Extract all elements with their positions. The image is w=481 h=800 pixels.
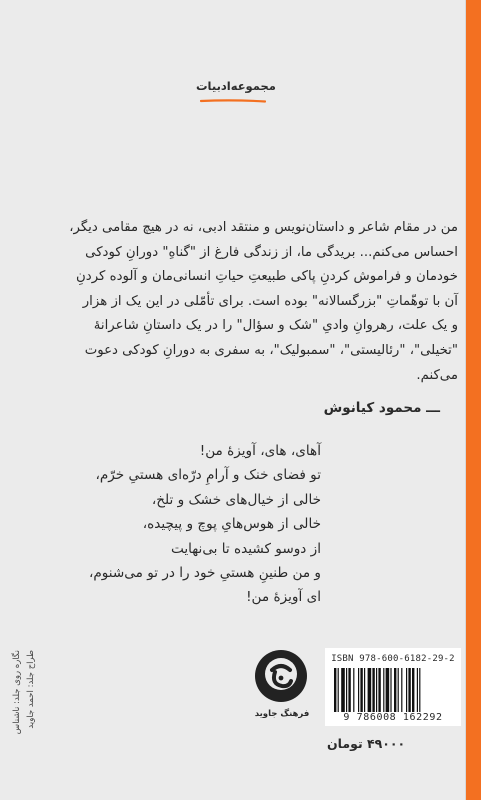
blurb-line: می‌کنم. (416, 367, 458, 383)
poem-line: و من طنینِ هستیِ خود را در تو می‌شنوم، (88, 565, 321, 582)
publisher-logo (253, 650, 313, 750)
blurb-line: "تخیلی"، "رئالیستی"، "سمبولیک"، به سفری به دورانِ کودکی دعوت (84, 342, 458, 358)
blurb-text (28, 216, 458, 388)
poem-text (31, 439, 321, 610)
series-underline (200, 99, 266, 103)
cover-image-credit: نگاره روی جلد: ناشناس (12, 650, 22, 735)
blurb-line: من در مقام شاعر و داستان‌نویس و منتقد ادبی، نه در هیچ مقامی دیگر، (69, 220, 458, 235)
poem-line: خالی از هوس‌هایِ پوچ و پیچیده، (142, 516, 321, 533)
barcode-panel (325, 648, 461, 726)
barcode-digits: 9 786008 162292 (343, 712, 443, 723)
poem-line: تو فضای خنک و آرامِ درّه‌ای هستیِ خرّم، (95, 467, 321, 484)
poem-line: ای آویزهٔ من! (246, 589, 321, 606)
cover-designer-credit: طراح جلد: احمد جاوید (26, 650, 36, 729)
publisher-name: فرهنگ جاوید (254, 709, 310, 719)
poem-line: آهای، های، آویزهٔ من! (199, 443, 321, 459)
blurb-line: خودمان و فراموش کردنِ پاکی طبیعتِ حیاتِ انسانی‌مان و آلوده کردنِ (76, 269, 458, 285)
publisher-logo-icon (255, 650, 307, 702)
poem-line: از دوسو کشیده تا بی‌نهایت (171, 540, 321, 557)
blurb-line: آن با توهّماتِ "بزرگسالانه" بوده است. برای تأمّلی در این یک از هزار (82, 293, 458, 309)
author-signature: ـــ محمود کیانوش (323, 400, 440, 416)
spine-accent-strip (466, 0, 481, 800)
series-label: مجموعه‌ادبیات (196, 79, 276, 93)
cover-credits (12, 650, 52, 790)
price-label: ۴۹۰۰۰ تومان (327, 736, 406, 751)
blurb-line: احساس می‌کنم... بریدگی ما، از زندگی فارغ از "گناهِ" دورانِ کودکی (85, 244, 458, 260)
blurb-line: و یک علت، رهروانِ وادیِ "شک و سؤال" را در یک داستانِ شاعرانهٔ (93, 318, 458, 334)
poem-line: خالی از خیال‌های خشک و تلخ، (151, 491, 321, 508)
isbn-number: ISBN 978-600-6182-29-2 (331, 654, 455, 664)
barcode-icon (334, 668, 452, 712)
